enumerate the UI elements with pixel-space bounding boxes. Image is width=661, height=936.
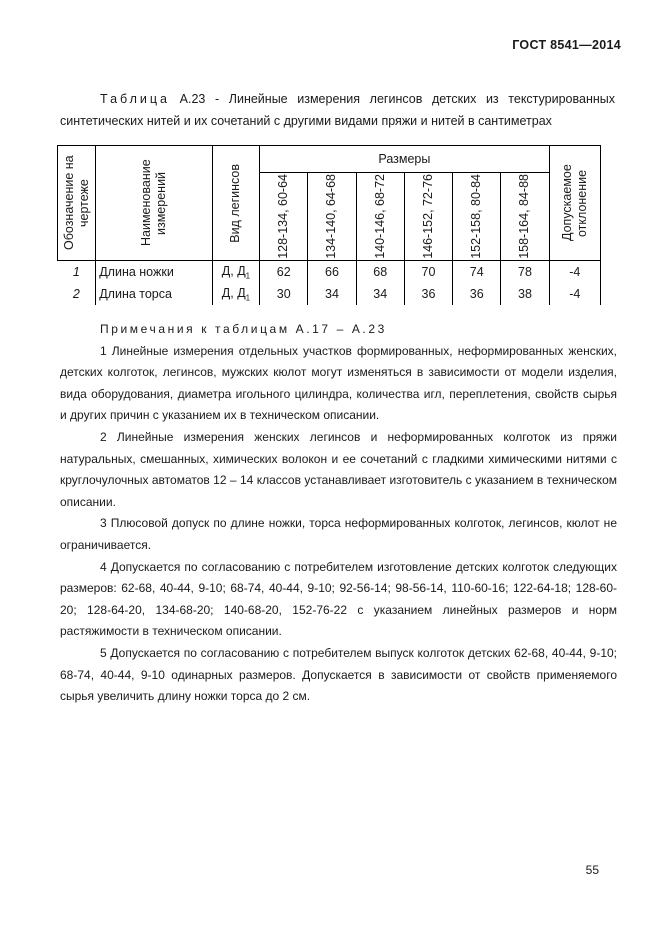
notes-heading: Примечания к таблицам А.17 – А.23 bbox=[100, 322, 387, 336]
row-value: 74 bbox=[453, 261, 501, 284]
size-header: 140-146, 68-72 bbox=[356, 173, 404, 261]
notes-section bbox=[60, 319, 617, 708]
row-value: 68 bbox=[356, 261, 404, 284]
note-item: 4 Допускается по согласованию с потребителем изготовление детских колготок следующих размеров: 62-68, 40-44, 9-10; 68-74, 40-44, 9-10; 92-56-14; 98-56-14, 110-60-16; 122-64-18; 128-60-20; 128-64-20, 134-68-20; 140-68-20, 152-76-22 с указанием линейных размеров и норм растяжимости в техническом описании. bbox=[60, 559, 617, 639]
size-header: 134-140, 64-68 bbox=[308, 173, 356, 261]
table-row bbox=[58, 283, 601, 305]
header-type: Вид легинсов bbox=[212, 146, 259, 261]
caption-number: А.23 - bbox=[179, 92, 220, 106]
measurements-table bbox=[57, 145, 601, 305]
size-header: 146-152, 72-76 bbox=[404, 173, 452, 261]
row-type: Д, $Д_1$ bbox=[212, 261, 259, 284]
row-value: 66 bbox=[308, 261, 356, 284]
row-value: 30 bbox=[260, 283, 308, 305]
caption-label: Таблица bbox=[100, 92, 171, 106]
row-type: Д, $Д_1$ bbox=[212, 283, 259, 305]
table-row bbox=[58, 261, 601, 284]
row-value: 62 bbox=[260, 261, 308, 284]
table-caption bbox=[60, 88, 615, 132]
header-sizes: Размеры bbox=[260, 146, 550, 173]
row-tolerance: -4 bbox=[549, 283, 600, 305]
row-value: 34 bbox=[308, 283, 356, 305]
note-item: 3 Плюсовой допуск по длине ножки, торса неформированных колготок, легинсов, кюлот не ограничивается. bbox=[60, 516, 617, 552]
document-id: ГОСТ 8541—2014 bbox=[512, 38, 621, 52]
header-name: Наименование измерений bbox=[96, 146, 213, 261]
row-value: 78 bbox=[501, 261, 549, 284]
row-name: Длина ножки bbox=[96, 261, 213, 284]
header-designation: Обозначение на чертеже bbox=[58, 146, 96, 261]
caption-line-2: синтетических нитей и их сочетаний с другими видами пряжи и нитей в сантиметрах bbox=[60, 114, 552, 128]
page-number: 55 bbox=[585, 863, 599, 877]
row-value: 70 bbox=[404, 261, 452, 284]
row-number: 1 bbox=[58, 261, 96, 284]
row-value: 36 bbox=[453, 283, 501, 305]
caption-line-1 bbox=[60, 88, 615, 110]
note-item: 1 Линейные измерения отдельных участков формированных, неформированных женских, детских колготок, легинсов, мужских кюлот могут изменяться в зависимости от модели изделия, вида оборудования, диаметра игольного цилиндра, количества игл, переплетения, свойств сырья и других причин с указанием их в техническом описании. bbox=[60, 343, 617, 423]
row-name: Длина торса bbox=[96, 283, 213, 305]
note-item: 5 Допускается по согласованию с потребителем выпуск колготок детских 62-68, 40-44, 9-10; 68-74, 40-44, 9-10 одинарных размеров. Допускается в зависимости от свойств применяемого сырья увеличить длину ножки торса до 2 см. bbox=[60, 645, 617, 704]
size-header: 152-158, 80-84 bbox=[453, 173, 501, 261]
note-item: 2 Линейные измерения женских легинсов и неформированных колготок из пряжи натуральных, смешанных, химических волокон и ее сочетаний с гладкими химическими нитями с круглочулочных автоматов 12 – 14 классов устанавливает изготовитель с указанием в техническом описании. bbox=[60, 429, 617, 509]
header-tolerance: Допускаемое отклонение bbox=[549, 146, 600, 261]
row-value: 34 bbox=[356, 283, 404, 305]
row-tolerance: -4 bbox=[549, 261, 600, 284]
size-header: 128-134, 60-64 bbox=[260, 173, 308, 261]
row-number: 2 bbox=[58, 283, 96, 305]
row-value: 36 bbox=[404, 283, 452, 305]
size-header: 158-164, 84-88 bbox=[501, 173, 549, 261]
caption-title-start: Линейные измерения легинсов детских из текстурированных bbox=[228, 92, 615, 106]
row-value: 38 bbox=[501, 283, 549, 305]
